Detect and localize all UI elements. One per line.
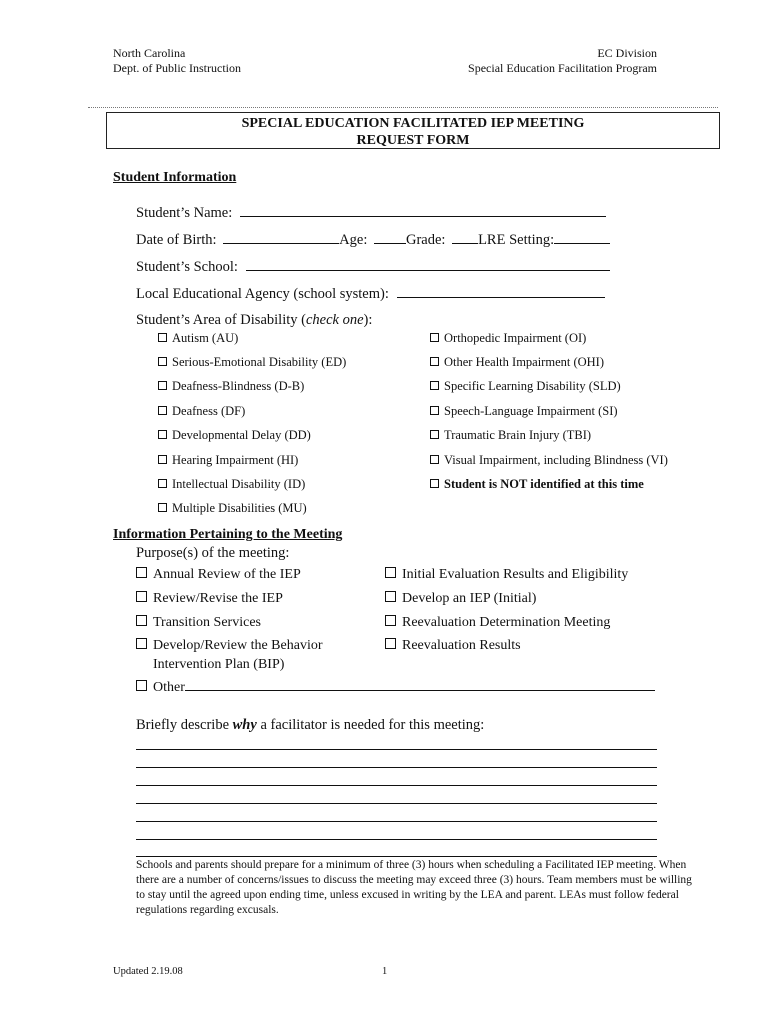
describe-line[interactable]: [136, 785, 657, 786]
checkbox[interactable]: [430, 430, 439, 439]
disability-option[interactable]: Multiple Disabilities (MU): [158, 501, 307, 516]
disability-label-italic: check one: [305, 312, 364, 328]
form-title-line2: REQUEST FORM: [356, 133, 470, 148]
disability-option[interactable]: Orthopedic Impairment (OI): [430, 331, 586, 346]
grade-field[interactable]: [452, 242, 478, 244]
lea-field[interactable]: [397, 296, 605, 298]
describe-line[interactable]: [136, 856, 657, 857]
checkbox[interactable]: [430, 333, 439, 342]
title-box: [106, 112, 720, 149]
purpose-option[interactable]: Annual Review of the IEP: [136, 567, 301, 583]
purpose-option[interactable]: Transition Services: [136, 615, 261, 631]
checkbox[interactable]: [430, 357, 439, 366]
describe-line[interactable]: [136, 803, 657, 804]
purpose-option[interactable]: Initial Evaluation Results and Eligibility: [385, 567, 628, 583]
checkbox[interactable]: [136, 591, 147, 602]
checkbox[interactable]: [158, 430, 167, 439]
checkbox[interactable]: [136, 638, 147, 649]
describe-line[interactable]: [136, 839, 657, 840]
meeting-info-heading: Information Pertaining to the Meeting: [113, 527, 343, 542]
dob-field[interactable]: [223, 242, 339, 244]
scheduling-note: Schools and parents should prepare for a minimum of three (3) hours when scheduling a Facilitated IEP meeting. When there are a number of concerns/issues to discuss the meeting may exceed three (3) hours. Team members must be willing to stay until the agreed upon ending time, unless excused in writing by the LEA and parent. LEAs must follow federal regulations regarding excusals.: [136, 859, 692, 916]
disability-label-suffix: ):: [363, 312, 373, 328]
checkbox[interactable]: [385, 615, 396, 626]
checkbox[interactable]: [385, 591, 396, 602]
purpose-option[interactable]: Reevaluation Determination Meeting: [385, 615, 610, 631]
updated-date: Updated 2.19.08: [113, 966, 183, 977]
other-field[interactable]: [185, 689, 655, 691]
school-label: Student’s School:: [136, 259, 238, 275]
header-state: North Carolina: [113, 46, 186, 60]
lea-label: Local Educational Agency (school system):: [136, 286, 389, 302]
age-field[interactable]: [374, 242, 406, 244]
disability-option[interactable]: Serious-Emotional Disability (ED): [158, 355, 346, 370]
school-row: [136, 259, 610, 276]
checkbox[interactable]: [136, 680, 147, 691]
checkbox[interactable]: [385, 567, 396, 578]
checkbox[interactable]: [158, 357, 167, 366]
checkbox[interactable]: [158, 455, 167, 464]
checkbox[interactable]: [430, 406, 439, 415]
age-label: Age:: [339, 232, 368, 248]
checkbox[interactable]: [136, 567, 147, 578]
disability-option[interactable]: Intellectual Disability (ID): [158, 477, 305, 492]
header-left: [113, 46, 241, 76]
disability-option[interactable]: Hearing Impairment (HI): [158, 453, 298, 468]
purpose-label: Purpose(s) of the meeting:: [136, 545, 290, 561]
purpose-option-continuation: Intervention Plan (BIP): [153, 657, 285, 672]
checkbox[interactable]: [158, 406, 167, 415]
student-name-row: [136, 205, 606, 222]
disability-label-prefix: Student’s Area of Disability (: [136, 312, 306, 328]
purpose-option[interactable]: Reevaluation Results: [385, 638, 521, 654]
disability-option[interactable]: Traumatic Brain Injury (TBI): [430, 428, 591, 443]
checkbox[interactable]: [430, 479, 439, 488]
describe-italic: why: [232, 717, 257, 733]
header-program: Special Education Facilitation Program: [468, 61, 657, 75]
checkbox[interactable]: [385, 638, 396, 649]
other-label: Other: [153, 680, 185, 695]
header-division: EC Division: [597, 46, 657, 60]
school-field[interactable]: [246, 269, 610, 271]
checkbox[interactable]: [430, 381, 439, 390]
student-info-heading: Student Information: [113, 170, 237, 185]
purpose-other-row[interactable]: [136, 680, 655, 696]
dob-label: Date of Birth:: [136, 232, 217, 248]
lre-label: LRE Setting:: [478, 232, 555, 248]
dob-row: [136, 232, 610, 249]
disability-label: [136, 312, 372, 329]
header-department: Dept. of Public Instruction: [113, 61, 241, 75]
student-name-label: Student’s Name:: [136, 205, 233, 221]
checkbox[interactable]: [158, 503, 167, 512]
form-title-line1: SPECIAL EDUCATION FACILITATED IEP MEETING: [241, 116, 585, 131]
header-divider: [88, 107, 718, 108]
lre-field[interactable]: [554, 242, 610, 244]
describe-prefix: Briefly describe: [136, 717, 233, 733]
describe-suffix: a facilitator is needed for this meeting:: [256, 717, 485, 733]
purpose-option[interactable]: Develop/Review the Behavior: [136, 638, 323, 654]
checkbox[interactable]: [158, 381, 167, 390]
student-name-field[interactable]: [240, 215, 606, 217]
disability-option[interactable]: Visual Impairment, including Blindness (VI): [430, 453, 668, 468]
disability-option-not-identified[interactable]: Student is NOT identified at this time: [430, 477, 644, 492]
page-number: 1: [382, 966, 388, 977]
disability-option[interactable]: Other Health Impairment (OHI): [430, 355, 604, 370]
checkbox[interactable]: [158, 333, 167, 342]
checkbox[interactable]: [430, 455, 439, 464]
describe-line[interactable]: [136, 767, 657, 768]
purpose-option[interactable]: Develop an IEP (Initial): [385, 591, 536, 607]
disability-option[interactable]: Speech-Language Impairment (SI): [430, 404, 618, 419]
disability-option[interactable]: Developmental Delay (DD): [158, 428, 311, 443]
disability-option[interactable]: Autism (AU): [158, 331, 238, 346]
lea-row: [136, 286, 605, 303]
disability-option[interactable]: Specific Learning Disability (SLD): [430, 379, 621, 394]
disability-option[interactable]: Deafness-Blindness (D-B): [158, 379, 304, 394]
grade-label: Grade:: [405, 232, 446, 248]
describe-line[interactable]: [136, 749, 657, 750]
purpose-option[interactable]: Review/Revise the IEP: [136, 591, 283, 607]
checkbox[interactable]: [136, 615, 147, 626]
describe-line[interactable]: [136, 821, 657, 822]
header-right: [468, 46, 657, 76]
describe-label: [136, 717, 484, 734]
checkbox[interactable]: [158, 479, 167, 488]
disability-option[interactable]: Deafness (DF): [158, 404, 245, 419]
